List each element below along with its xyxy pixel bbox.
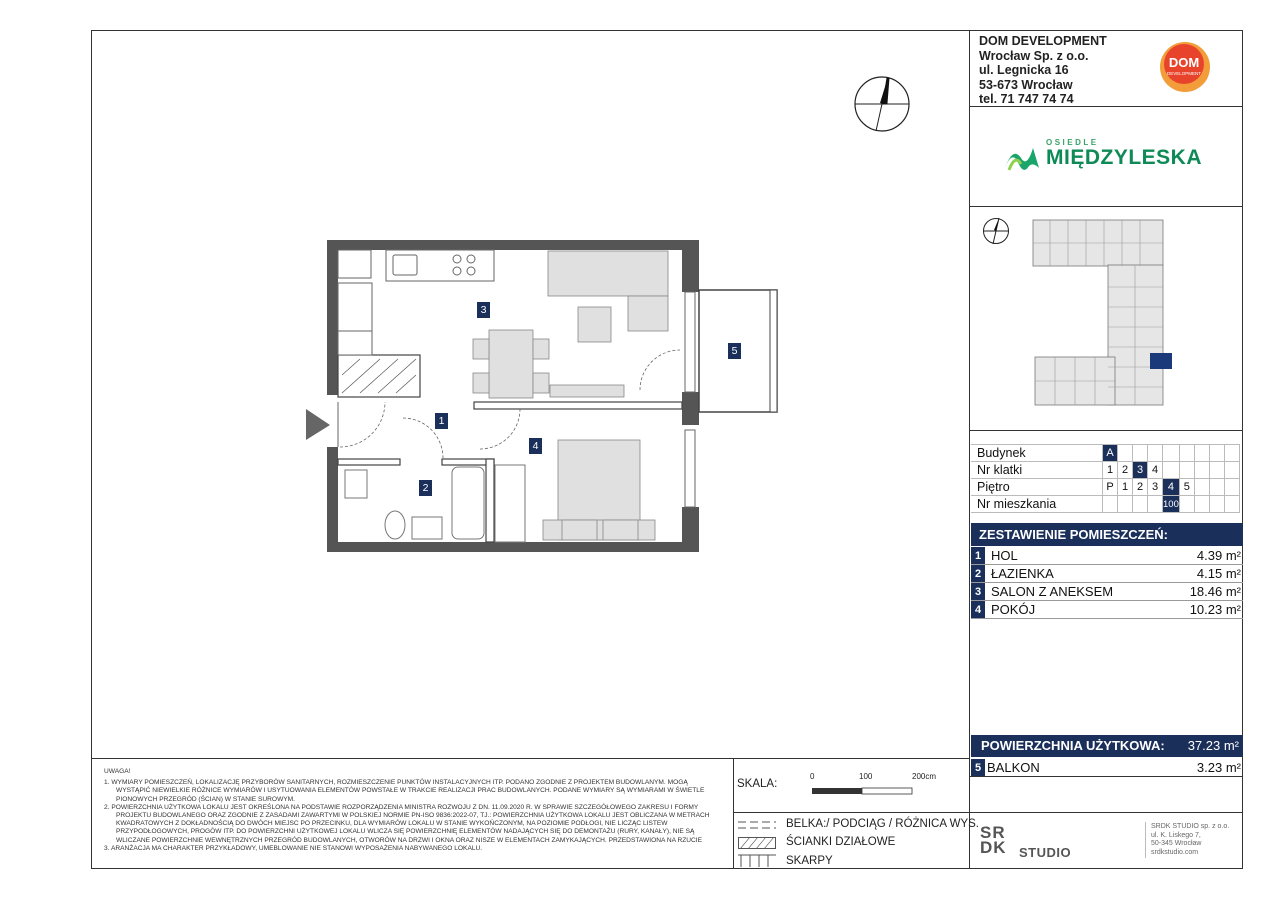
apartment-number-cell	[1194, 496, 1209, 513]
note-2-cont: KWADRATOWYCH Z DOKŁADNOŚCIĄ DO DWÓCH MIEJSC PO PRZECINKU, DLA WYMIARÓW LOKALU W STANIE WYKOŃCZONYM, NA POZIOMIE PODŁOGI, NIE LICZĄC LISTEW	[116, 820, 668, 828]
staircase-cell	[1209, 462, 1224, 479]
logo-dom-text: DOM	[1168, 55, 1200, 70]
srdk-studio-logo	[980, 825, 1007, 855]
company-street: ul. Legnicka 16	[979, 63, 1069, 77]
building-cell	[1209, 445, 1224, 462]
building-cell	[1148, 445, 1163, 462]
plan-room-label-4: 4	[529, 438, 542, 454]
staircase-row	[971, 462, 1239, 479]
srdk-logo-bottom: DK	[980, 838, 1007, 857]
floor-plan	[300, 235, 790, 570]
floor-cell: P	[1103, 479, 1118, 496]
apartment-number-label: Nr mieszkania	[971, 496, 1103, 513]
studio-address	[1151, 823, 1229, 857]
apartment-number-row	[971, 496, 1239, 513]
notes-block	[104, 768, 734, 853]
apartment-number-cell	[1148, 496, 1163, 513]
note-1: 1. WYMIARY POMIESZCZEŃ, LOKALIZACJĘ PRZYBORÓW SANITARNYCH, ROZMIESZCZENIE PUNKTÓW INSTALACYJNYCH ITP. PODANO ZGODNIE Z PROJEKTEM BUDOWLANYM. MOGĄ	[104, 779, 688, 787]
beam-legend-icon	[738, 818, 776, 836]
sidebar-divider	[969, 30, 970, 869]
room-row	[971, 565, 1243, 583]
floor-row	[971, 479, 1239, 496]
partition-legend-icon	[738, 836, 776, 854]
note-2-cont: WLICZANE POWIERZCHNIE WEWNĘTRZNYCH PRZEGRÓD BUDOWLANYCH, OTWORÓW NA DRZWI I OKNA ORAZ NISZE W ELEMENTACH ZAMYKAJĄCYCH. PRZEDSTAWIONA NA RZUCIE	[116, 836, 703, 844]
logo-dom-subtext: DEVELOPMENT	[1166, 71, 1202, 76]
room-area: 4.39 m²	[1196, 548, 1241, 563]
scale-tick-0: 0	[810, 772, 815, 781]
staircase-cell: 4	[1148, 462, 1163, 479]
usable-area-value: 37.23 m²	[1187, 738, 1239, 753]
studio-street: ul. K. Liskego 7,	[1151, 831, 1201, 839]
floor-cell: 2	[1133, 479, 1148, 496]
building-cell	[1224, 445, 1239, 462]
plan-room-label-3: 3	[477, 302, 490, 318]
room-number: 1	[971, 547, 985, 564]
building-cell	[1133, 445, 1148, 462]
scale-label: SKALA:	[737, 778, 778, 790]
usable-area-bar	[971, 735, 1243, 757]
apartment-number-cell	[1103, 496, 1118, 513]
staircase-cell	[1194, 462, 1209, 479]
scale-tick-100: 100	[859, 772, 873, 781]
floor-cell: 3	[1148, 479, 1163, 496]
building-cell	[1179, 445, 1194, 462]
room-name: POKÓJ	[991, 602, 1036, 617]
staircase-cell	[1179, 462, 1194, 479]
company-name: DOM DEVELOPMENT	[979, 34, 1107, 48]
apartment-info-table	[971, 444, 1240, 513]
room-number: 4	[971, 601, 985, 618]
studio-name: SRDK STUDIO sp. z o.o.	[1151, 823, 1230, 830]
floor-cell	[1194, 479, 1209, 496]
keyplan-compass-icon	[982, 217, 1010, 250]
building-row	[971, 445, 1239, 462]
building-key-plan	[1030, 217, 1180, 417]
room-area: 4.15 m²	[1196, 566, 1241, 581]
room-row	[971, 601, 1243, 619]
building-cell	[1163, 445, 1180, 462]
staircase-cell: 1	[1103, 462, 1118, 479]
note-2: 2. POWIERZCHNIA UŻYTKOWA LOKALU JEST OKREŚLONA NA PODSTAWIE ROZPORZĄDZENIA MINISTRA ROZWOJU Z DN. 11.09.2020 R. W SPRAWIE SZCZEGÓŁOWEGO ZAKRESU I FORMY	[104, 803, 699, 811]
room-area: 10.23 m²	[1189, 602, 1241, 617]
estate-logo-text: MIĘDZYLESKA	[1046, 146, 1203, 169]
sidebar-divider-keyplan	[969, 430, 1243, 431]
apartment-number-cell: 100	[1163, 496, 1180, 513]
staircase-cell: 2	[1118, 462, 1133, 479]
building-cell: A	[1103, 445, 1118, 462]
floor-cell	[1224, 479, 1239, 496]
usable-area-label: POWIERZCHNIA UŻYTKOWA:	[981, 738, 1165, 753]
apartment-number-cell	[1133, 496, 1148, 513]
floor-label: Piętro	[971, 479, 1103, 496]
note-2-cont: PRZYPODŁOGOWYCH, PROGÓW ITP. DO POWIERZCHNI UŻYTKOWEJ LOKALU WLICZA SIĘ POWIERZCHNIĘ ELEMENTÓW NADAJĄCYCH SIĘ DO DEMONTAŻU (RURY, KANAŁY), NIE SĄ	[116, 828, 695, 836]
scale-tick-200: 200cm	[912, 772, 937, 781]
estate-logo-small-text: OSIEDLE	[1046, 138, 1099, 147]
slope-legend-icon	[738, 854, 776, 873]
apartment-number-cell	[1179, 496, 1194, 513]
apartment-number-cell	[1118, 496, 1133, 513]
note-1-cont: PIONOWYCH PRZEGRÓD (ŚCIAN) W STANIE SUROWYM.	[116, 795, 296, 803]
scale-bar	[812, 782, 942, 800]
sidebar-divider-brand	[969, 206, 1243, 207]
beam-legend-label: BELKA:/ PODCIĄG / RÓŻNICA WYS.	[786, 818, 979, 830]
room-name: ŁAZIENKA	[991, 566, 1054, 581]
studio-divider	[1145, 822, 1146, 858]
staircase-cell	[1224, 462, 1239, 479]
footer-scale-divider	[733, 812, 1243, 813]
building-label: Budynek	[971, 445, 1103, 462]
apartment-number-cell	[1209, 496, 1224, 513]
estate-logo-mark	[1003, 136, 1043, 181]
room-number: 2	[971, 565, 985, 582]
floor-cell: 5	[1179, 479, 1194, 496]
slope-legend-label: SKARPY	[786, 855, 833, 867]
dom-development-logo	[1158, 40, 1208, 90]
balcony-number: 5	[971, 759, 985, 776]
studio-city: 50-345 Wrocław	[1151, 840, 1202, 847]
room-name: SALON Z ANEKSEM	[991, 584, 1114, 599]
balcony-name: BALKON	[987, 760, 1040, 775]
balcony-row	[971, 759, 1243, 777]
partition-legend-label: ŚCIANKI DZIAŁOWE	[786, 836, 896, 848]
room-area: 18.46 m²	[1189, 584, 1241, 599]
staircase-label: Nr klatki	[971, 462, 1103, 479]
note-2-cont: PROJEKTU BUDOWLANEGO ORAZ ZGODNIE Z ZASADAMI ZAWARTYMI W POLSKIEJ NORMIE PN-ISO 9836:2022-07, TJ.: POWIERZCHNIA UŻYTKOWA LOKALU JEST OBLICZANA W METRACH	[116, 812, 710, 820]
company-phone: tel. 71 747 74 74	[979, 92, 1074, 106]
srdk-logo-top: SR	[980, 823, 1006, 842]
balcony-area: 3.23 m²	[1196, 760, 1241, 775]
room-row	[971, 547, 1243, 565]
floor-cell: 1	[1118, 479, 1133, 496]
floor-cell: 4	[1163, 479, 1180, 496]
apartment-number-cell	[1224, 496, 1239, 513]
room-row	[971, 583, 1243, 601]
staircase-cell	[1163, 462, 1180, 479]
room-name: HOL	[991, 548, 1018, 563]
studio-website: srdkstudio.com	[1151, 848, 1199, 856]
staircase-cell: 3	[1133, 462, 1148, 479]
plan-room-label-1: 1	[435, 413, 448, 429]
note-3: 3. ARANŻACJA MA CHARAKTER PRZYKŁADOWY, UMEBLOWANIE NIE STANOWI WYPOSAŻENIA NABYWANEGO LOKALU.	[104, 844, 483, 852]
company-city: 53-673 Wrocław	[979, 77, 1073, 92]
srdk-logo-word: STUDIO	[1019, 845, 1072, 860]
compass-icon	[853, 75, 911, 138]
company-info	[979, 34, 1107, 107]
building-cell	[1118, 445, 1133, 462]
floor-cell	[1209, 479, 1224, 496]
notes-title: UWAGA!	[104, 768, 131, 775]
plan-room-label-2: 2	[419, 480, 432, 496]
plan-room-label-5: 5	[728, 343, 741, 359]
footer-divider	[91, 758, 969, 759]
room-number: 3	[971, 583, 985, 600]
company-legal-name: Wrocław Sp. z o.o.	[979, 48, 1089, 63]
rooms-header: ZESTAWIENIE POMIESZCZEŃ:	[971, 523, 1243, 546]
note-1-cont: WYSTĄPIĆ NIEWIELKIE RÓŻNICE WYMIARÓW I USYTUOWANIA ELEMENTÓW POWSTAŁE W TRAKCIE REALIZACJI PRAC BUDOWLANYCH. PODANE WYMIARY SĄ WYMIARAMI W ŚWIETLE	[116, 787, 705, 795]
building-cell	[1194, 445, 1209, 462]
